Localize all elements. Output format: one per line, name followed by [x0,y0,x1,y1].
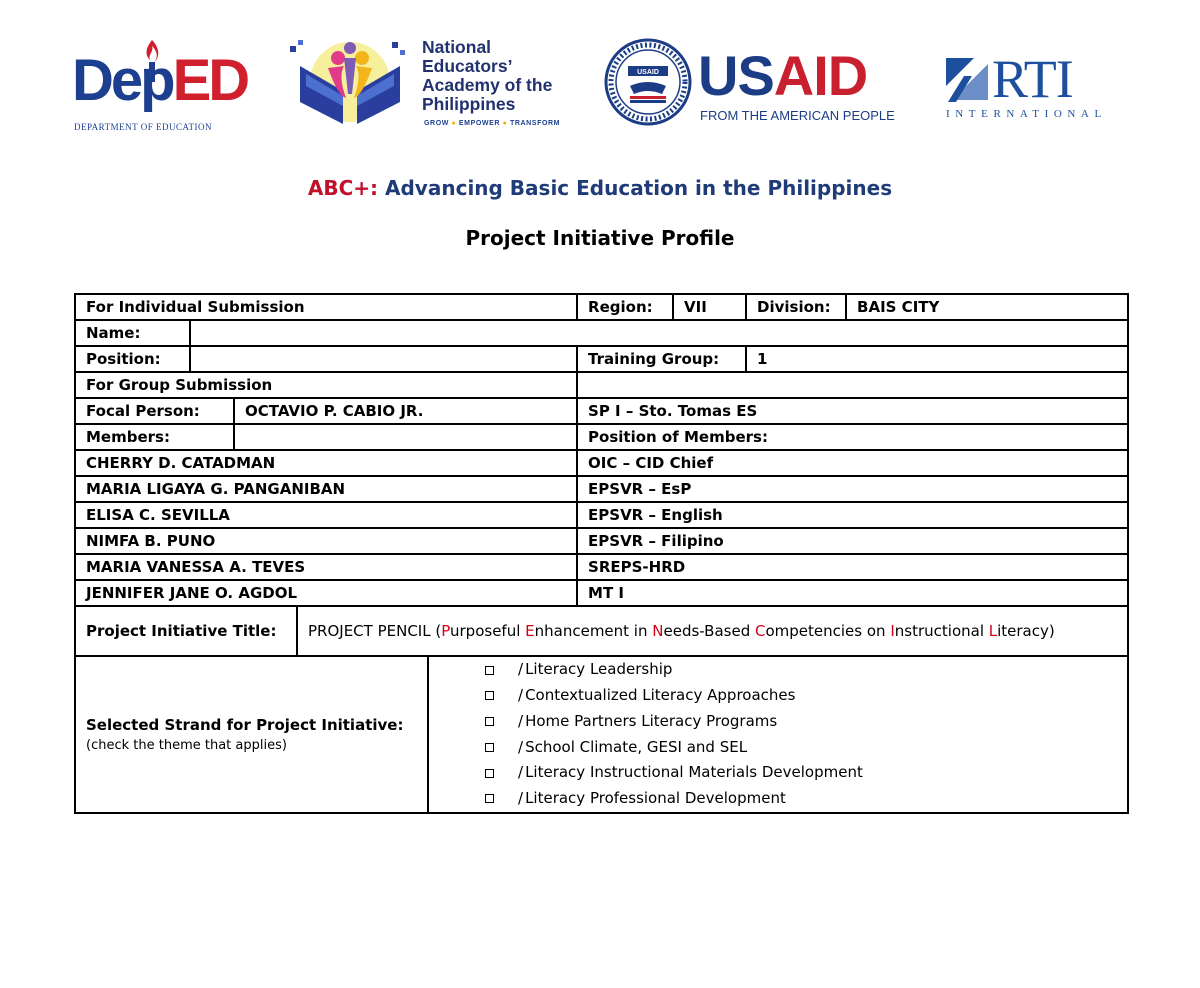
strand-option[interactable] [485,709,1117,735]
group-submission-empty [577,372,1128,398]
strand-options-cell [428,656,1128,813]
focal-person-value[interactable]: OCTAVIO P. CABIO JR. [234,398,577,424]
checkbox[interactable] [485,794,494,803]
usaid-logo [604,38,904,128]
table-row [75,656,1128,813]
training-group-value[interactable]: 1 [746,346,1128,372]
name-label: Name: [75,320,190,346]
usaid-tagline: FROM THE AMERICAN PEOPLE [700,108,895,123]
neap-emblem-icon [288,36,408,128]
usaid-wordmark: USAID [698,44,868,107]
members-header-empty [234,424,577,450]
member-position[interactable]: EPSVR – Filipino [577,528,1128,554]
strand-option-label: Contextualized Literacy Approaches [525,685,796,704]
check-mark: / [518,660,524,679]
strand-option-label: School Climate, GESI and SEL [525,737,748,756]
check-mark: / [518,711,524,730]
member-position[interactable]: EPSVR – EsP [577,476,1128,502]
strand-option-label: Home Partners Literacy Programs [525,711,778,730]
member-name[interactable]: MARIA VANESSA A. TEVES [75,554,577,580]
checkbox[interactable] [485,769,494,778]
check-mark: / [518,789,524,808]
checkbox[interactable] [485,743,494,752]
page-title: ABC+: Advancing Basic Education in the Philippines [307,176,893,200]
table-row [75,606,1128,656]
table-row [75,398,1128,424]
neap-name: National Educators’ Academy of the Philippines [422,37,553,114]
check-mark: / [518,685,524,704]
member-row [75,528,1128,554]
member-position[interactable]: MT I [577,580,1128,606]
checkbox[interactable] [485,691,494,700]
individual-submission-label: For Individual Submission [75,294,577,320]
division-label: Division: [746,294,846,320]
group-submission-label: For Group Submission [75,372,577,398]
table-row [75,294,1128,320]
member-name[interactable]: CHERRY D. CATADMAN [75,450,577,476]
strand-option-label: Literacy Leadership [525,660,673,679]
strand-option[interactable] [485,760,1117,786]
position-label: Position: [75,346,190,372]
deped-subtitle: DEPARTMENT OF EDUCATION [74,122,212,132]
neap-tagline: GROW ● EMPOWER ● TRANSFORM [424,120,561,127]
focal-person-label: Focal Person: [75,398,234,424]
region-label: Region: [577,294,673,320]
member-name[interactable]: MARIA LIGAYA G. PANGANIBAN [75,476,577,502]
member-row [75,450,1128,476]
position-field[interactable] [190,346,577,372]
members-label: Members: [75,424,234,450]
rti-wordmark: RTI [992,49,1073,109]
member-row [75,554,1128,580]
table-row [75,424,1128,450]
members-position-label: Position of Members: [577,424,1128,450]
strand-option[interactable] [485,786,1117,812]
project-title-value[interactable]: PROJECT PENCIL (Purposeful Enhancement in Needs-Based Competencies on Instructional Literacy) [297,606,1128,656]
member-row [75,502,1128,528]
member-position[interactable]: EPSVR – English [577,502,1128,528]
member-name[interactable]: NIMFA B. PUNO [75,528,577,554]
neap-logo [288,36,578,136]
rti-emblem-icon [944,56,990,104]
page-subtitle: Project Initiative Profile [465,226,735,250]
region-value[interactable]: VII [673,294,746,320]
deped-wordmark: DepED [72,48,248,113]
focal-person-position[interactable]: SP I – Sto. Tomas ES [577,398,1128,424]
table-row [75,346,1128,372]
check-mark: / [518,763,524,782]
logo-bar [0,30,1200,140]
division-value[interactable]: BAIS CITY [846,294,1128,320]
table-row [75,372,1128,398]
checkbox[interactable] [485,666,494,675]
name-field[interactable] [190,320,1128,346]
member-name[interactable]: ELISA C. SEVILLA [75,502,577,528]
check-mark: / [518,737,524,756]
strand-label-cell [75,656,428,813]
member-row [75,476,1128,502]
project-title-label: Project Initiative Title: [75,606,297,656]
training-group-label: Training Group: [577,346,746,372]
member-name[interactable]: JENNIFER JANE O. AGDOL [75,580,577,606]
member-position[interactable]: SREPS-HRD [577,554,1128,580]
profile-form [74,293,1129,814]
strand-option-label: Literacy Instructional Materials Development [525,763,863,782]
member-row [75,580,1128,606]
deped-logo [72,38,248,132]
strand-option[interactable] [485,657,1117,683]
checkbox[interactable] [485,717,494,726]
table-row [75,320,1128,346]
strand-option[interactable] [485,683,1117,709]
usaid-seal-text: USAID [637,69,659,76]
strand-option-label: Literacy Professional Development [525,789,786,808]
rti-logo [944,50,1114,130]
strand-list [439,657,1117,812]
strand-option[interactable] [485,735,1117,761]
member-position[interactable]: OIC – CID Chief [577,450,1128,476]
rti-subtitle: INTERNATIONAL [946,108,1107,120]
strand-label: Selected Strand for Project Initiative: [86,716,404,734]
strand-note: (check the theme that applies) [86,738,287,753]
usaid-seal-icon [604,38,692,126]
